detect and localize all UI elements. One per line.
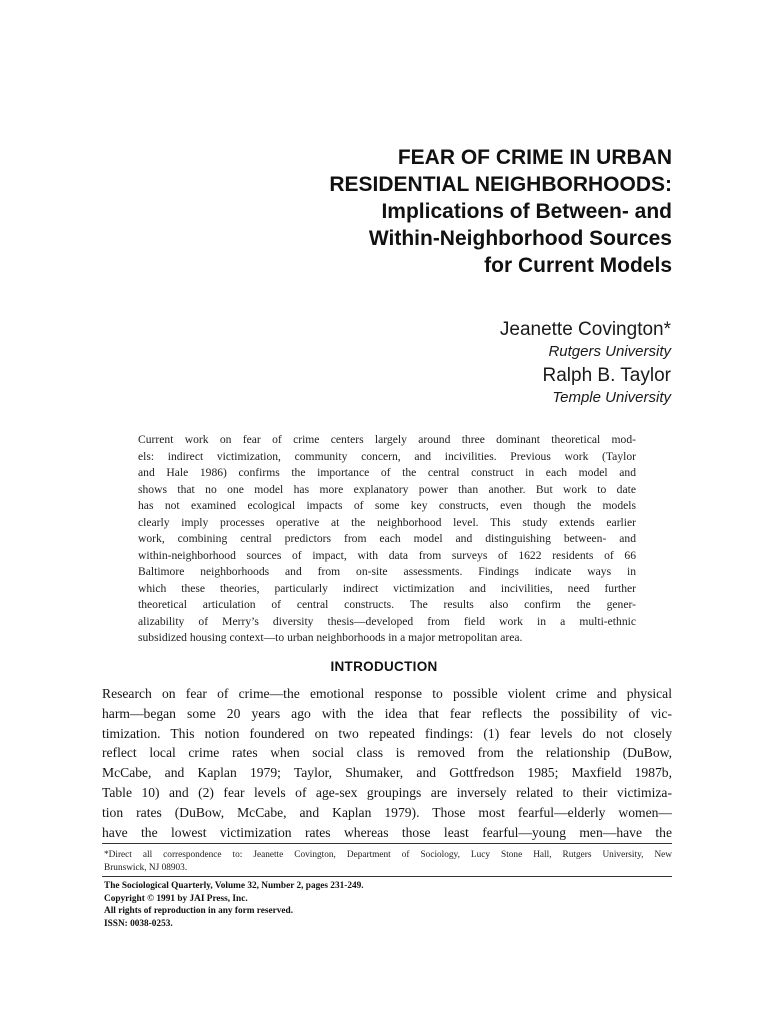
abstract-line: Current work on fear of crime centers largely around three dominant theoretical mod- <box>138 433 636 446</box>
abstract-line: shows that no one model has more explanatory power than another. But work to date <box>138 482 636 496</box>
body-line: tion rates (DuBow, McCabe, and Kaplan 1979). Those most fearful—elderly women— <box>102 804 672 820</box>
footnote-line: Brunswick, NJ 08903. <box>104 863 188 873</box>
author-affiliation: Rutgers University <box>548 343 671 360</box>
title-line: Within-Neighborhood Sources <box>368 227 672 250</box>
abstract-line: clearly imply processes operative at the neighborhood level. This study extends earlier <box>138 515 636 529</box>
journal-citation: The Sociological Quarterly, Volume 32, Number 2, pages 231-249. <box>104 881 364 891</box>
abstract-line: within-neighborhood sources of impact, with data from surveys of 1622 residents of 66 <box>138 548 636 562</box>
rights-line: All rights of reproduction in any form reserved. <box>104 906 294 917</box>
abstract-line: has not examined ecological impacts of some key constructs, even though the models <box>138 499 636 512</box>
body-line: harm—began some 20 years ago with the idea that fear reflects the possibility of vic- <box>102 705 672 721</box>
introduction-text <box>102 684 672 842</box>
publication-info <box>104 880 604 930</box>
title-line: for Current Models <box>484 254 672 277</box>
section-heading: INTRODUCTION <box>330 659 438 674</box>
issn-line: ISSN: 0038-0253. <box>104 918 173 929</box>
body-line: have the lowest victimization rates whereas those least fearful—young men—have the <box>102 824 672 840</box>
body-line: Table 10) and (2) fear levels of age-sex groupings are inversely related to their victimiza- <box>102 784 672 800</box>
author-block <box>271 318 671 408</box>
body-line: timization. This notion foundered on two repeated findings: (1) fear levels do not closely <box>102 725 672 741</box>
abstract-line: theoretical articulation of central constructs. The results also confirm the gener- <box>138 598 636 611</box>
title-line: FEAR OF CRIME IN URBAN <box>397 146 672 169</box>
author-affiliation: Temple University <box>552 389 671 406</box>
article-title <box>112 144 672 279</box>
abstract <box>138 432 636 647</box>
abstract-line: work, combining central predictors from each model and distinguishing between- and <box>138 532 636 545</box>
body-line: reflect local crime rates when social class is removed from the relationship (DuBow, <box>102 745 672 761</box>
footnote-divider <box>102 843 672 844</box>
abstract-line: alizability of Merry’s diversity thesis—developed from field work in a multi-ethnic <box>138 614 636 628</box>
publication-divider <box>102 876 672 877</box>
correspondence-footnote <box>104 849 672 875</box>
body-line: McCabe, and Kaplan 1979; Taylor, Shumaker, and Gottfredson 1985; Maxfield 1987b, <box>102 765 672 781</box>
abstract-line: subsidized housing context—to urban neighborhoods in a major metropolitan area. <box>138 631 523 644</box>
footnote-line: *Direct all correspondence to: Jeanette Covington, Department of Sociology, Lucy Stone Hall, Rutgers University, New <box>104 850 672 860</box>
title-line: RESIDENTIAL NEIGHBORHOODS: <box>329 173 672 196</box>
author-name: Ralph B. Taylor <box>542 365 671 386</box>
abstract-line: els: indirect victimization, community concern, and incivilities. Previous work (Taylor <box>138 449 636 463</box>
abstract-line: and Hale 1986) confirms the importance of the central construct in each model and <box>138 466 636 479</box>
body-line: Research on fear of crime—the emotional response to possible violent crime and physical <box>102 686 672 701</box>
copyright-line: Copyright © 1991 by JAI Press, Inc. <box>104 893 248 904</box>
abstract-line: Baltimore neighborhoods and from on-site assessments. Findings indicate ways in <box>138 565 636 578</box>
abstract-line: which these theories, particularly indirect victimization and incivilities, need further <box>138 581 636 595</box>
author-name: Jeanette Covington* <box>499 319 671 340</box>
title-line: Implications of Between- and <box>381 200 672 223</box>
